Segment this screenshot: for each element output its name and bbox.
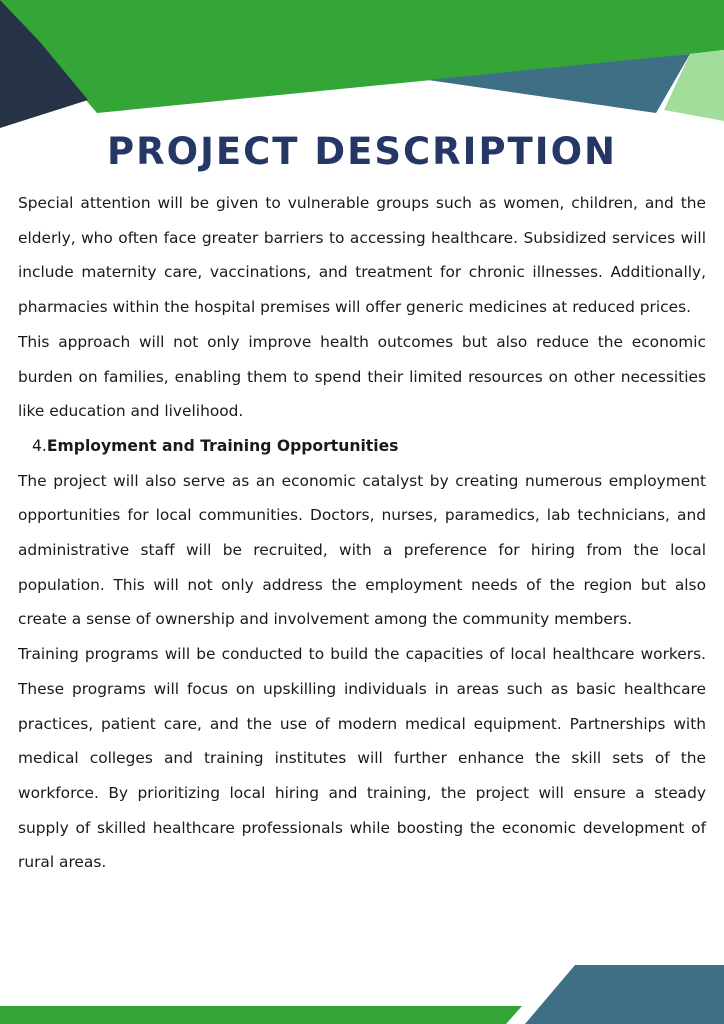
paragraph-training: Training programs will be conducted to build the capacities of local healthcare workers. These programs will focus on upskilling individuals in areas such as basic healthcare practices, patient care, and the use of modern medical equipment. Partnerships with medical colleges and training institutes will further enhance the skill sets of the workforce. By prioritizing local hiring and training, the project will ensure a steady supply of skilled healthcare professionals while boosting the economic development of rural areas. bbox=[18, 645, 706, 872]
page-title: PROJECT DESCRIPTION bbox=[107, 130, 617, 173]
top-light-green-shape bbox=[664, 50, 724, 121]
top-teal-shape bbox=[428, 54, 690, 113]
top-navy-triangle bbox=[0, 0, 88, 128]
bottom-teal-shape bbox=[525, 965, 724, 1024]
paragraph-vulnerable-groups: Special attention will be given to vulnerable groups such as women, children, and the elderly, who often face greater barriers to accessing healthcare. Subsidized services will include maternity care, vaccinations, and treatment for chronic illnesses. Additionally, pharmacies within the hospital premises will offer generic medicines at reduced prices. bbox=[18, 194, 706, 317]
bottom-green-band bbox=[0, 1006, 522, 1024]
paragraph-employment: The project will also serve as an economic catalyst by creating numerous employment opportunities for local communities. Doctors, nurses, paramedics, lab technicians, and administrative staff will be recruited, with a preference for hiring from the local population. This will not only address the employment needs of the region but also create a sense of ownership and involvement among the community members. bbox=[18, 471, 706, 629]
body-content bbox=[18, 186, 706, 880]
paragraph-health-outcomes: This approach will not only improve health outcomes but also reduce the economic burden on families, enabling them to spend their limited resources on other necessities like education and livelihood. bbox=[18, 332, 706, 421]
section-number: 4. bbox=[32, 436, 47, 455]
top-green-band bbox=[0, 0, 724, 113]
section-title: Employment and Training Opportunities bbox=[46, 436, 399, 455]
section-heading bbox=[18, 429, 706, 464]
